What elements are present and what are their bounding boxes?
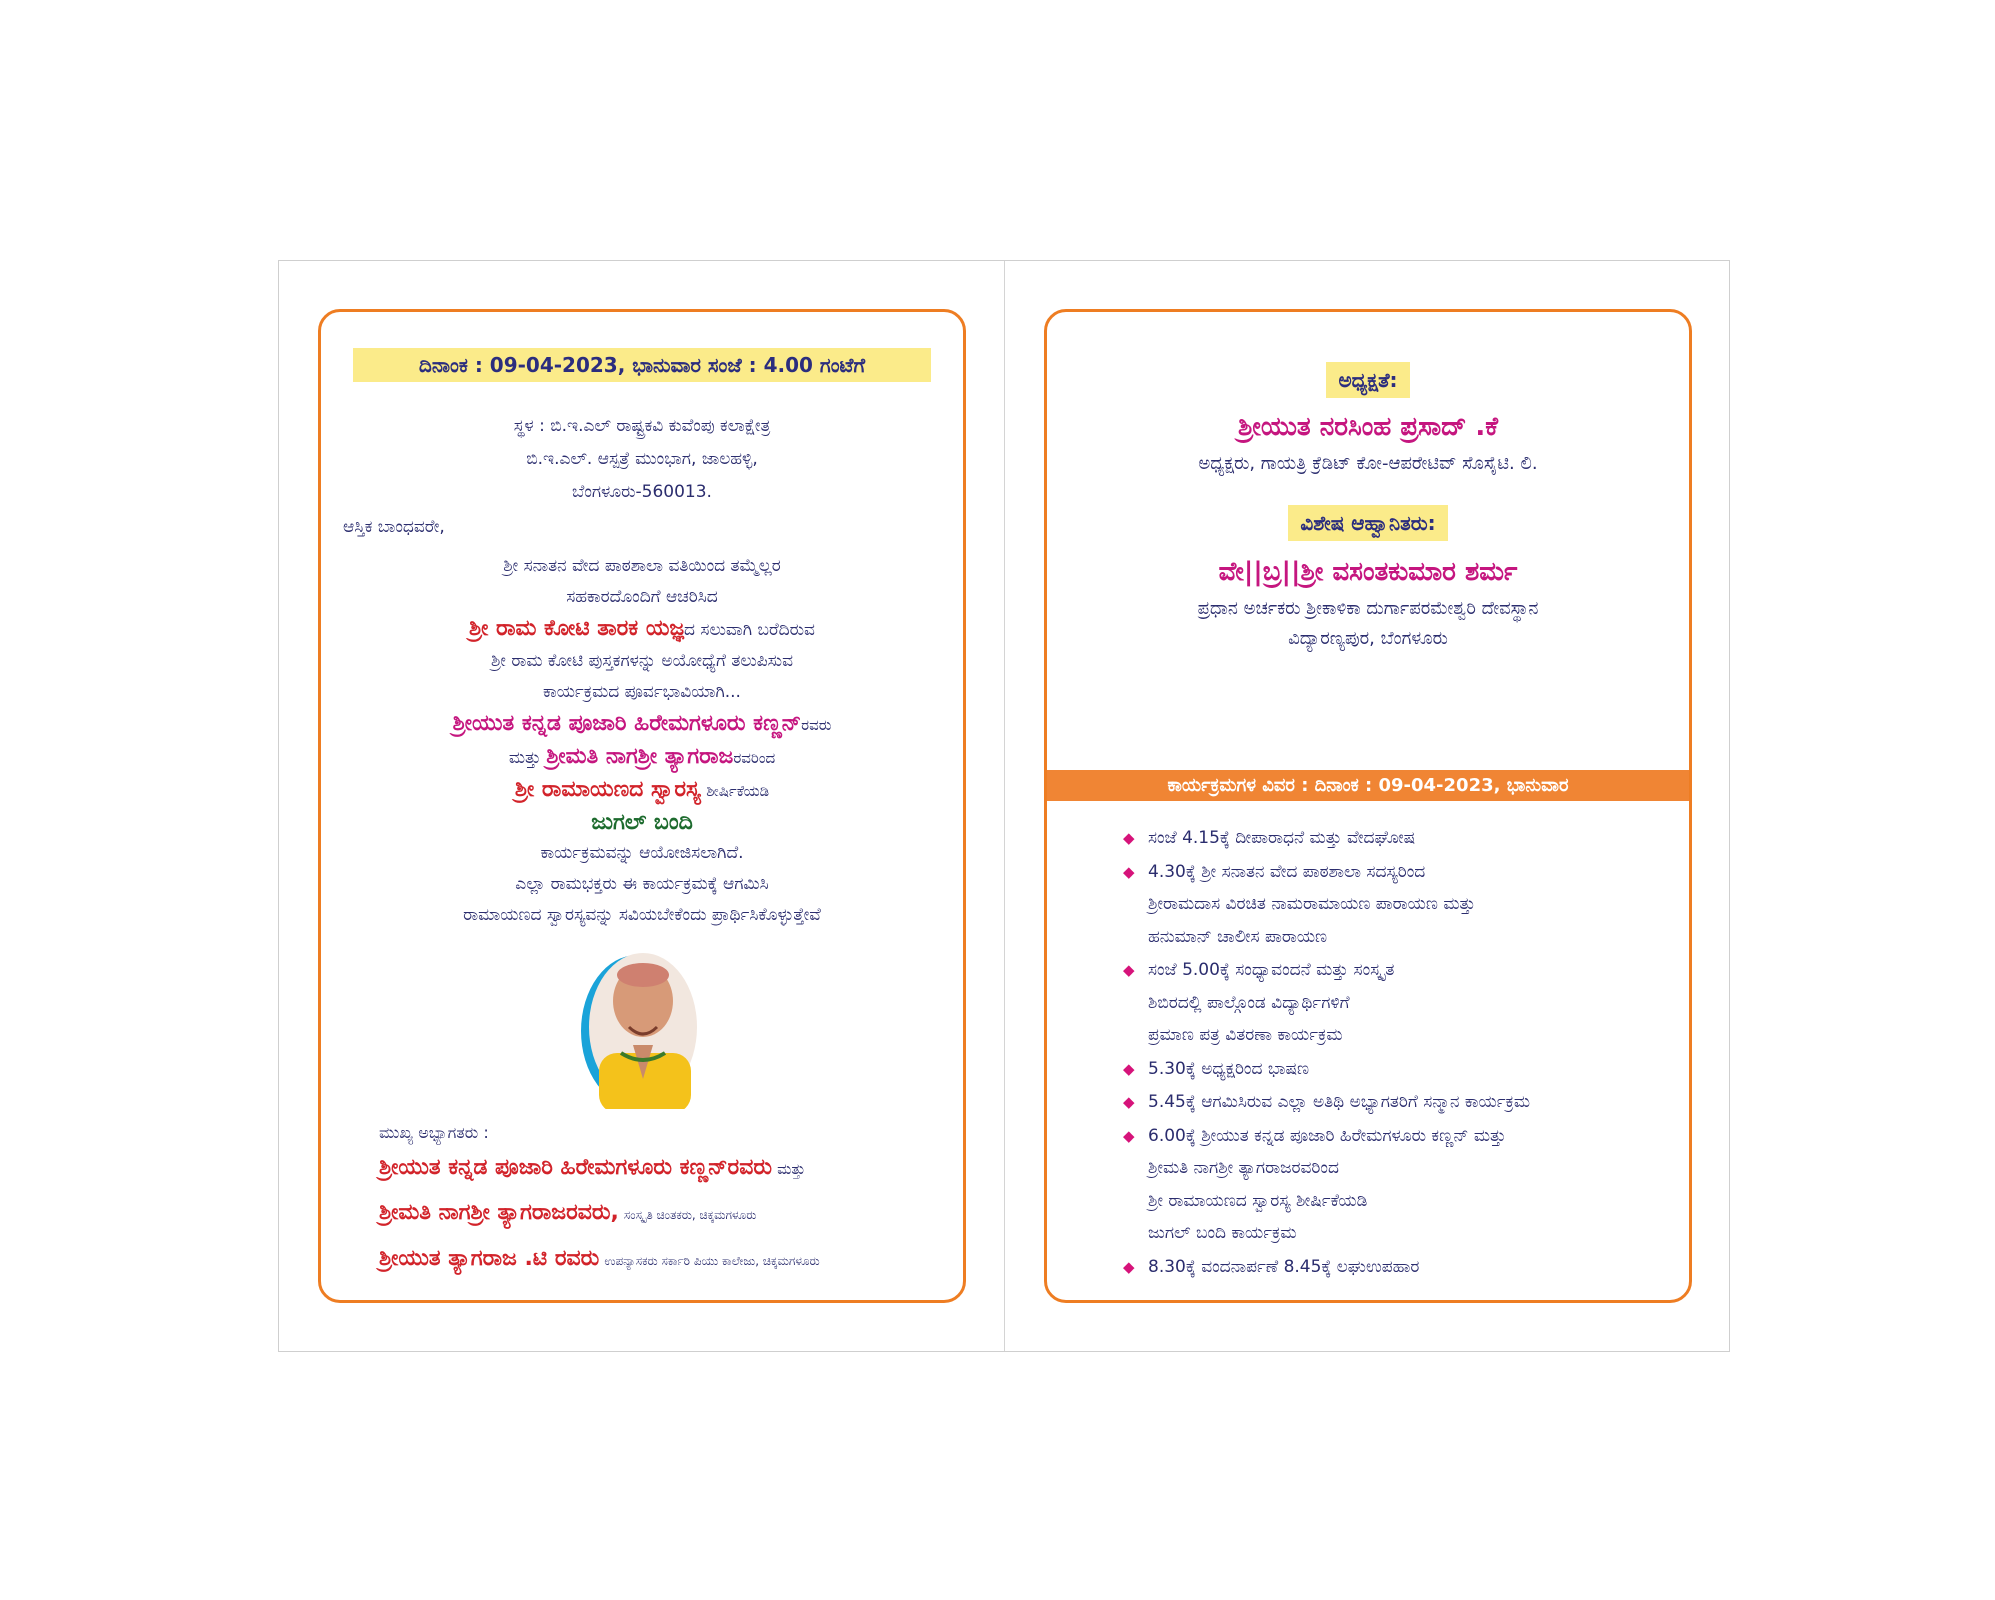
president-label: ಅಧ್ಯಕ್ಷತೆ: <box>1326 362 1409 398</box>
guest1-name: ಶ್ರೀಯುತ ಕನ್ನಡ ಪೂಜಾರಿ ಹಿರೇಮಗಳೂರು ಕಣ್ಣನ್‌ರವರು <box>379 1155 772 1180</box>
title-line <box>321 774 963 807</box>
program-item-line: 4.30ಕ್ಕೆ ಶ್ರೀ ಸನಾತನ ವೇದ ಪಾಠಶಾಲಾ ಸದಸ್ಯರಿಂದ <box>1148 861 1426 882</box>
diamond-bullet-icon: ◆ <box>1123 1257 1135 1276</box>
guest2-role: ಸಂಸ್ಕೃತಿ ಚಿಂತಕರು, ಚಿಕ್ಕಮಗಳೂರು <box>623 1208 757 1222</box>
invitation-sheet <box>278 260 1730 1352</box>
program-item <box>1123 856 1683 954</box>
diamond-bullet-icon: ◆ <box>1123 1093 1135 1111</box>
performer-portrait <box>577 949 707 1109</box>
special-guests-label: ವಿಶೇಷ ಆಹ್ವಾನಿತರು: <box>1288 505 1447 541</box>
and-text: ಮತ್ತು <box>508 748 541 768</box>
title-suffix: ಶೀರ್ಷಿಕೆಯಡಿ <box>706 782 770 800</box>
program-item-line: ಪ್ರಮಾಣ ಪತ್ರ ವಿತರಣಾ ಕಾರ್ಯಕ್ರಮ <box>1148 1025 1343 1045</box>
venue-line: ಸ್ಥಳ : ಬಿ.ಇ.ಎಲ್ ರಾಷ್ಟ್ರಕವಿ ಕುವೆಂಪು ಕಲಾಕ್ಷೇತ್ರ <box>513 416 771 436</box>
program-item-line: 6.00ಕ್ಕೆ ಶ್ರೀಯುತ ಕನ್ನಡ ಪೂಜಾರಿ ಹಿರೇಮಗಳೂರು ಕಣ್ಣನ್ ಮತ್ತು <box>1148 1125 1506 1146</box>
program-item-line: ಶ್ರೀಮತಿ ನಾಗಶ್ರೀ ತ್ಯಾಗರಾಜರವರಿಂದ <box>1148 1158 1339 1178</box>
program-item-line: ಶ್ರೀರಾಮದಾಸ ವಿರಚಿತ ನಾಮರಾಮಾಯಣ ಪಾರಾಯಣ ಮತ್ತು <box>1148 894 1476 914</box>
guest-row <box>379 1149 963 1188</box>
program-list <box>1123 822 1683 1284</box>
program-item <box>1123 954 1683 1052</box>
president-name: ಶ್ರೀಯುತ ನರಸಿಂಹ ಪ್ರಸಾದ್ .ಕೆ <box>1237 412 1499 442</box>
special-label-wrap <box>1047 505 1689 541</box>
program-item-line: 5.30ಕ್ಕೆ ಅಧ್ಯಕ್ಷರಿಂದ ಭಾಷಣ <box>1148 1058 1310 1079</box>
diamond-bullet-icon: ◆ <box>1123 1126 1135 1145</box>
special-guest-role: ಪ್ರಧಾನ ಅರ್ಚಕರು ಶ್ರೀಕಾಳಿಕಾ ದುರ್ಗಾಪರಮೇಶ್ವರಿ ದೇವಸ್ಥಾನ <box>1197 598 1539 619</box>
president-role: ಅಧ್ಯಕ್ಷರು, ಗಾಯತ್ರಿ ಕ್ರೆಡಿಟ್ ಕೋ-ಆಪರೇಟಿವ್ ಸೊಸೈಟಿ. ಲಿ. <box>1198 453 1538 474</box>
diamond-bullet-icon: ◆ <box>1123 961 1135 979</box>
body-line: ಶ್ರೀ ಸನಾತನ ವೇದ ಪಾಠಶಾಲಾ ವತಿಯಿಂದ ತಮ್ಮೆಲ್ಲರ <box>503 556 781 576</box>
performer1-suffix: ರವರು <box>801 716 832 734</box>
body-line: ಸಹಕಾರದೊಂದಿಗೆ ಆಚರಿಸಿದ <box>566 587 718 607</box>
body-line: ಶ್ರೀ ರಾಮ ಕೋಟಿ ಪುಸ್ತಕಗಳನ್ನು ಅಯೋಧ್ಯೆಗೆ ತಲುಪಿಸುವ <box>490 651 793 671</box>
guest3-name: ಶ್ರೀಯುತ ತ್ಯಾಗರಾಜ .ಟಿ ರವರು <box>379 1246 600 1271</box>
performer1-name: ಶ್ರೀಯುತ ಕನ್ನಡ ಪೂಜಾರಿ ಹಿರೇಮಗಳೂರು ಕಣ್ಣನ್ <box>452 711 802 736</box>
program-details-bar: ಕಾರ್ಯಕ್ರಮಗಳ ವಿವರ : ದಿನಾಂಕ : 09-04-2023, ಭಾನುವಾರ <box>1047 770 1689 801</box>
program-item-line: ಶಿಬಿರದಲ್ಲಿ ಪಾಲ್ಗೊಂಡ ವಿದ್ಯಾರ್ಥಿಗಳಿಗೆ <box>1148 992 1350 1013</box>
program-item <box>1123 1251 1683 1284</box>
guest1-suffix: ಮತ್ತು <box>777 1160 806 1178</box>
guest3-role: ಉಪನ್ಯಾಸಕರು ಸರ್ಕಾರಿ ಪಿಯು ಕಾಲೇಜು, ಚಿಕ್ಕಮಗಳೂರು <box>604 1254 820 1268</box>
performer-line <box>321 708 963 741</box>
venue-block <box>321 410 963 509</box>
program-item-line: ಶ್ರೀ ರಾಮಾಯಣದ ಸ್ವಾರಸ್ಯ ಶೀರ್ಷಿಕೆಯಡಿ <box>1148 1190 1368 1211</box>
fold-line <box>1004 261 1005 1351</box>
performer-line <box>321 741 963 774</box>
yajna-name: ಶ್ರೀ ರಾಮ ಕೋಟಿ ತಾರಕ ಯಜ್ಞ <box>469 616 685 641</box>
chief-guests-label: ಮುಖ್ಯ ಅಭ್ಯಾಗತರು : <box>379 1123 489 1142</box>
special-guest-place: ವಿದ್ಯಾರಣ್ಯಪುರ, ಬೆಂಗಳೂರು <box>1288 628 1448 649</box>
program-title: ಶ್ರೀ ರಾಮಾಯಣದ ಸ್ವಾರಸ್ಯ <box>514 777 701 802</box>
body-line: ಎಲ್ಲಾ ರಾಮಭಕ್ತರು ಈ ಕಾರ್ಯಕ್ರಮಕ್ಕೆ ಆಗಮಿಸಿ <box>515 874 769 894</box>
date-banner: ದಿನಾಂಕ : 09-04-2023, ಭಾನುವಾರ ಸಂಜೆ : 4.00 ಗಂಟೆಗೆ <box>353 348 931 382</box>
right-panel <box>1044 309 1692 1303</box>
program-item-line: 5.45ಕ್ಕೆ ಆಗಮಿಸಿರುವ ಎಲ್ಲಾ ಅತಿಥಿ ಅಭ್ಯಾಗತರಿಗೆ ಸನ್ಮಾನ ಕಾರ್ಯಕ್ರಮ <box>1148 1092 1531 1112</box>
program-item-line: ಜುಗಲ್ ಬಂದಿ ಕಾರ್ಯಕ್ರಮ <box>1148 1223 1297 1243</box>
program-item-line: 8.30ಕ್ಕೆ ವಂದನಾರ್ಪಣೆ 8.45ಕ್ಕೆ ಲಘುಉಪಹಾರ <box>1148 1256 1420 1277</box>
body-line: ಕಾರ್ಯಕ್ರಮವನ್ನು ಆಯೋಜಿಸಲಾಗಿದೆ. <box>540 843 744 863</box>
yajna-suffix: ದ ಸಲುವಾಗಿ ಬರೆದಿರುವ <box>684 620 815 640</box>
program-item <box>1123 1120 1683 1250</box>
performer2-name: ಶ್ರೀಮತಿ ನಾಗಶ್ರೀ ತ್ಯಾಗರಾಜ <box>546 744 734 769</box>
program-item <box>1123 1086 1683 1119</box>
diamond-bullet-icon: ◆ <box>1123 829 1135 847</box>
program-item <box>1123 822 1683 855</box>
guest2-name: ಶ್ರೀಮತಿ ನಾಗಶ್ರೀ ತ್ಯಾಗರಾಜರವರು, <box>379 1200 619 1225</box>
body-line: ರಾಮಾಯಣದ ಸ್ವಾರಸ್ಯವನ್ನು ಸವಿಯಬೇಕೆಂದು ಪ್ರಾರ್ಥಿಸಿಕೊಳ್ಳುತ್ತೇವೆ <box>463 905 821 925</box>
guest-row <box>379 1240 963 1280</box>
yajna-line <box>321 613 963 646</box>
jugalbandi-text: ಜುಗಲ್ ಬಂದಿ <box>591 810 693 835</box>
left-panel <box>318 309 966 1303</box>
venue-line: ಬಿ.ಇ.ಎಲ್. ಆಸ್ಪತ್ರೆ ಮುಂಭಾಗ, ಜಾಲಹಳ್ಳಿ, <box>526 449 758 469</box>
president-label-wrap <box>1047 362 1689 398</box>
guest-row <box>379 1194 963 1234</box>
greeting: ಆಸ್ತಿಕ ಬಾಂಧವರೇ, <box>343 517 445 537</box>
portrait-image <box>577 949 707 1109</box>
program-item <box>1123 1053 1683 1086</box>
performer2-suffix: ರವರಿಂದ <box>733 749 776 767</box>
special-guest-name: ವೇ||ಬ್ರ||ಶ್ರೀ ವಸಂತಕುಮಾರ ಶರ್ಮ <box>1218 557 1518 587</box>
program-item-line: ಹನುಮಾನ್ ಚಾಲೀಸ ಪಾರಾಯಣ <box>1148 926 1328 947</box>
invitation-body <box>321 551 963 931</box>
diamond-bullet-icon: ◆ <box>1123 862 1135 881</box>
body-line: ಕಾರ್ಯಕ್ರಮದ ಪೂರ್ವಭಾವಿಯಾಗಿ... <box>543 682 741 702</box>
program-item-line: ಸಂಜೆ 5.00ಕ್ಕೆ ಸಂಧ್ಯಾವಂದನೆ ಮತ್ತು ಸಂಸ್ಕೃತ <box>1148 960 1395 980</box>
program-item-line: ಸಂಜೆ 4.15ಕ್ಕೆ ದೀಪಾರಾಧನೆ ಮತ್ತು ವೇದಘೋಷ <box>1148 828 1416 848</box>
venue-line: ಬೆಂಗಳೂರು-560013. <box>572 482 712 502</box>
diamond-bullet-icon: ◆ <box>1123 1059 1135 1078</box>
